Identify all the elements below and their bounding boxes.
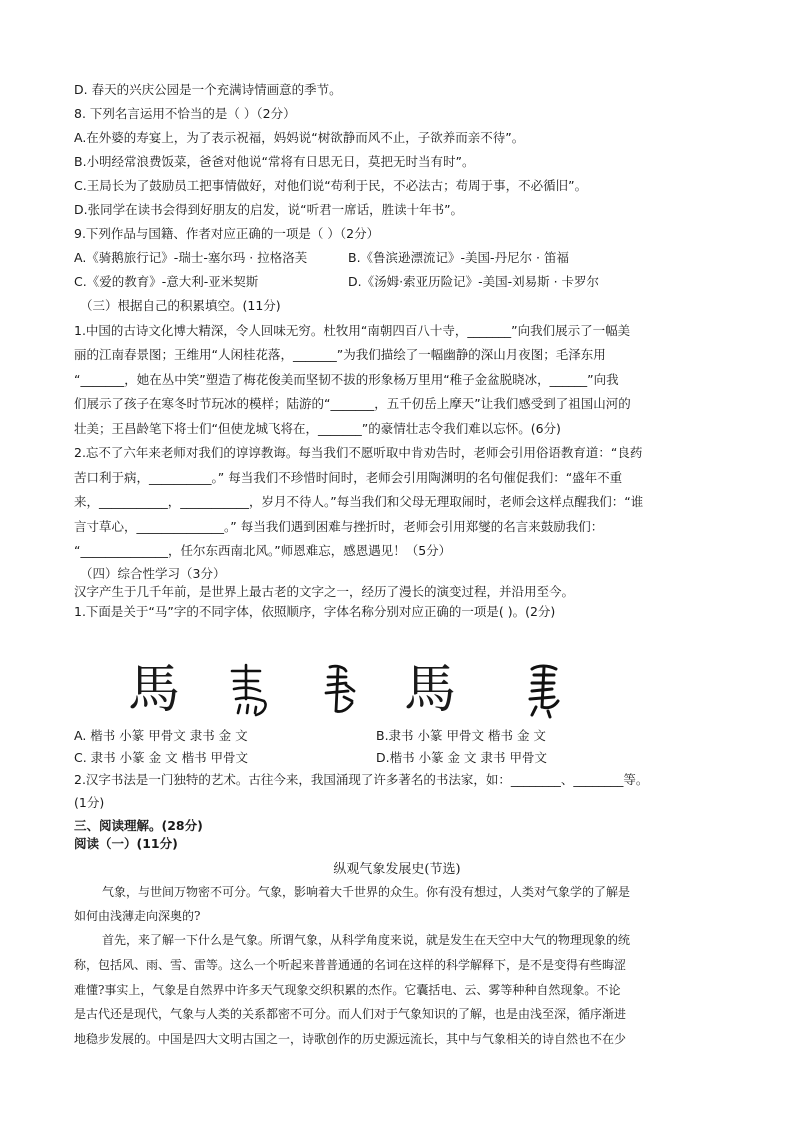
article-paragraph-line: 如何由浅薄走向深奥的? <box>74 909 201 923</box>
ma-lishu-glyph: 馬 <box>404 660 457 720</box>
q8-option-c: C.王局长为了鼓励员工把事情做好，对他们说“苟利于民，不必法古；苟周于事，不必循旧”。 <box>74 178 588 193</box>
section3-line: 言寸草心，______________。” 每当我们遇到困难与挫折时，老师会引用郑燮的名言来鼓励我们： <box>74 519 604 534</box>
section4-option-d: D.楷书 小篆 金 文 隶书 甲骨文 <box>376 750 547 765</box>
section3-line: 壮美；王昌龄笔下将士们“但使龙城飞将在，_______”的豪情壮志令我们难以忘怀。(6分) <box>74 421 561 436</box>
ma-jinwen-glyph <box>520 655 570 725</box>
q9-option-b: B.《鲁滨逊漂流记》-美国-丹尼尔 · 笛福 <box>348 250 569 265</box>
q9-option-d: D.《汤姆·索亚历险记》-美国-刘易斯 · 卡罗尔 <box>348 274 600 289</box>
section3-line: 们展示了孩子在寒冬时节玩冰的模样；陆游的“_______，五千仞岳上摩天”让我们感受到了祖国山河的 <box>74 396 631 411</box>
article-paragraph-line: 是古代还是现代，气象与人类的关系都密不可分。而人们对于气象知识的了解，也是由浅至深，循序渐进 <box>74 1007 627 1021</box>
q8-option-d: D.张同学在读书会得到好朋友的启发，说“听君一席话，胜读十年书”。 <box>74 202 464 217</box>
section4-option-c: C. 隶书 小篆 金 文 楷书 甲骨文 <box>74 750 249 765</box>
section4-q2: 2.汉字书法是一门独特的艺术。古往今来，我国涌现了许多著名的书法家，如：________、________等。 <box>74 772 649 787</box>
section4-q1: 1.下面是关于“马”字的不同字体，依照顺序，字体名称分别对应正确的一项是( )。(2分) <box>74 604 556 619</box>
article-paragraph-line: 首先，来了解一下什么是气象。所谓气象，从科学角度来说，就是发生在天空中大气的物理现象的统 <box>102 933 631 947</box>
ma-kaishu-glyph: 馬 <box>128 660 181 720</box>
section3-line: “______________，任尔东西南北风。”师恩难忘，感恩遇见！（5分） <box>74 543 452 558</box>
section3-heading: （三）根据自己的积累填空。(11分) <box>80 298 281 313</box>
section4-option-b: B.隶书 小篆 甲骨文 楷书 金 文 <box>376 728 546 743</box>
section4-option-a: A. 楷书 小篆 甲骨文 隶书 金 文 <box>74 728 248 743</box>
section3-line: 1.中国的古诗文化博大精深，令人回味无穷。杜牧用“南朝四百八十寺，_______”向我们展示了一幅美 <box>74 323 631 338</box>
article-paragraph-line: 称，包括风、雨、雪、雷等。这么一个听起来普普通通的名词在这样的科学解释下，是不是变得有些晦涩 <box>74 958 627 972</box>
article-paragraph-line: 难懂?事实上，气象是自然界中许多天气现象交织积累的杰作。它囊括电、云、雾等种种自然现象。不论 <box>74 983 621 997</box>
q8-stem: 8. 下列名言运用不恰当的是（ ）（2分） <box>74 106 296 121</box>
article-paragraph-line: 气象，与世间万物密不可分。气象，影响着大千世界的众生。你有没有想过，人类对气象学的了解是 <box>102 885 631 899</box>
section3-line: “_______，她在丛中笑”塑造了梅花俊美而坚韧不拔的形象杨万里用“稚子金盆脱晓冰，______”向我 <box>74 372 619 387</box>
section4-q2-score: (1分) <box>74 795 105 810</box>
article-paragraph-line: 地稳步发展的。中国是四大文明古国之一，诗歌创作的历史源远流长，其中与气象相关的诗自然也不在少 <box>74 1032 627 1046</box>
q9-option-c: C.《爱的教育》-意大利-亚米契斯 <box>74 274 259 289</box>
reading-heading: 三、阅读理解。(28分) <box>74 818 203 833</box>
q7-option-d: D. 春天的兴庆公园是一个充满诗情画意的季节。 <box>74 82 342 97</box>
section3-line: 来，___________，___________，岁月不待人。”每当我们和父母无理取闹时，老师会这样点醒我们：“谁 <box>74 494 644 509</box>
section4-heading: （四）综合性学习（3分） <box>80 566 226 581</box>
section3-line: 2.忘不了六年来老师对我们的谆谆教诲。每当我们不愿听取中肯劝告时，老师会引用俗语教育道：“良药 <box>74 445 643 460</box>
q8-option-a: A.在外婆的寿宴上，为了表示祝福，妈妈说“树欲静而风不止，子欲养而亲不待”。 <box>74 130 525 145</box>
section3-line: 苦口利于病，__________。” 每当我们不珍惜时间时，老师会引用陶渊明的名句催促我们：“盛年不重 <box>74 470 623 485</box>
q9-stem: 9.下列作品与国籍、作者对应正确的一项是（ ）（2分） <box>74 226 380 241</box>
q8-option-b: B.小明经常浪费饭菜，爸爸对他说“常将有日思无日，莫把无时当有时”。 <box>74 154 475 169</box>
reading-sub-heading: 阅读（一）(11分) <box>74 836 178 851</box>
ma-xiaozhuan-glyph <box>220 655 280 725</box>
section4-intro: 汉字产生于几千年前，是世界上最古老的文字之一，经历了漫长的演变过程，并沿用至今。 <box>74 584 575 599</box>
section3-line: 丽的江南春景图；王维用“人闲桂花落，_______”为我们描绘了一幅幽静的深山月夜图；毛泽东用 <box>74 347 606 362</box>
q9-option-a: A.《骑鹅旅行记》-瑞士-塞尔玛 · 拉格洛芙 <box>74 250 308 265</box>
article-title: 纵观气象发展史(节选) <box>333 862 461 877</box>
ma-jiaguwen-glyph <box>316 655 366 725</box>
